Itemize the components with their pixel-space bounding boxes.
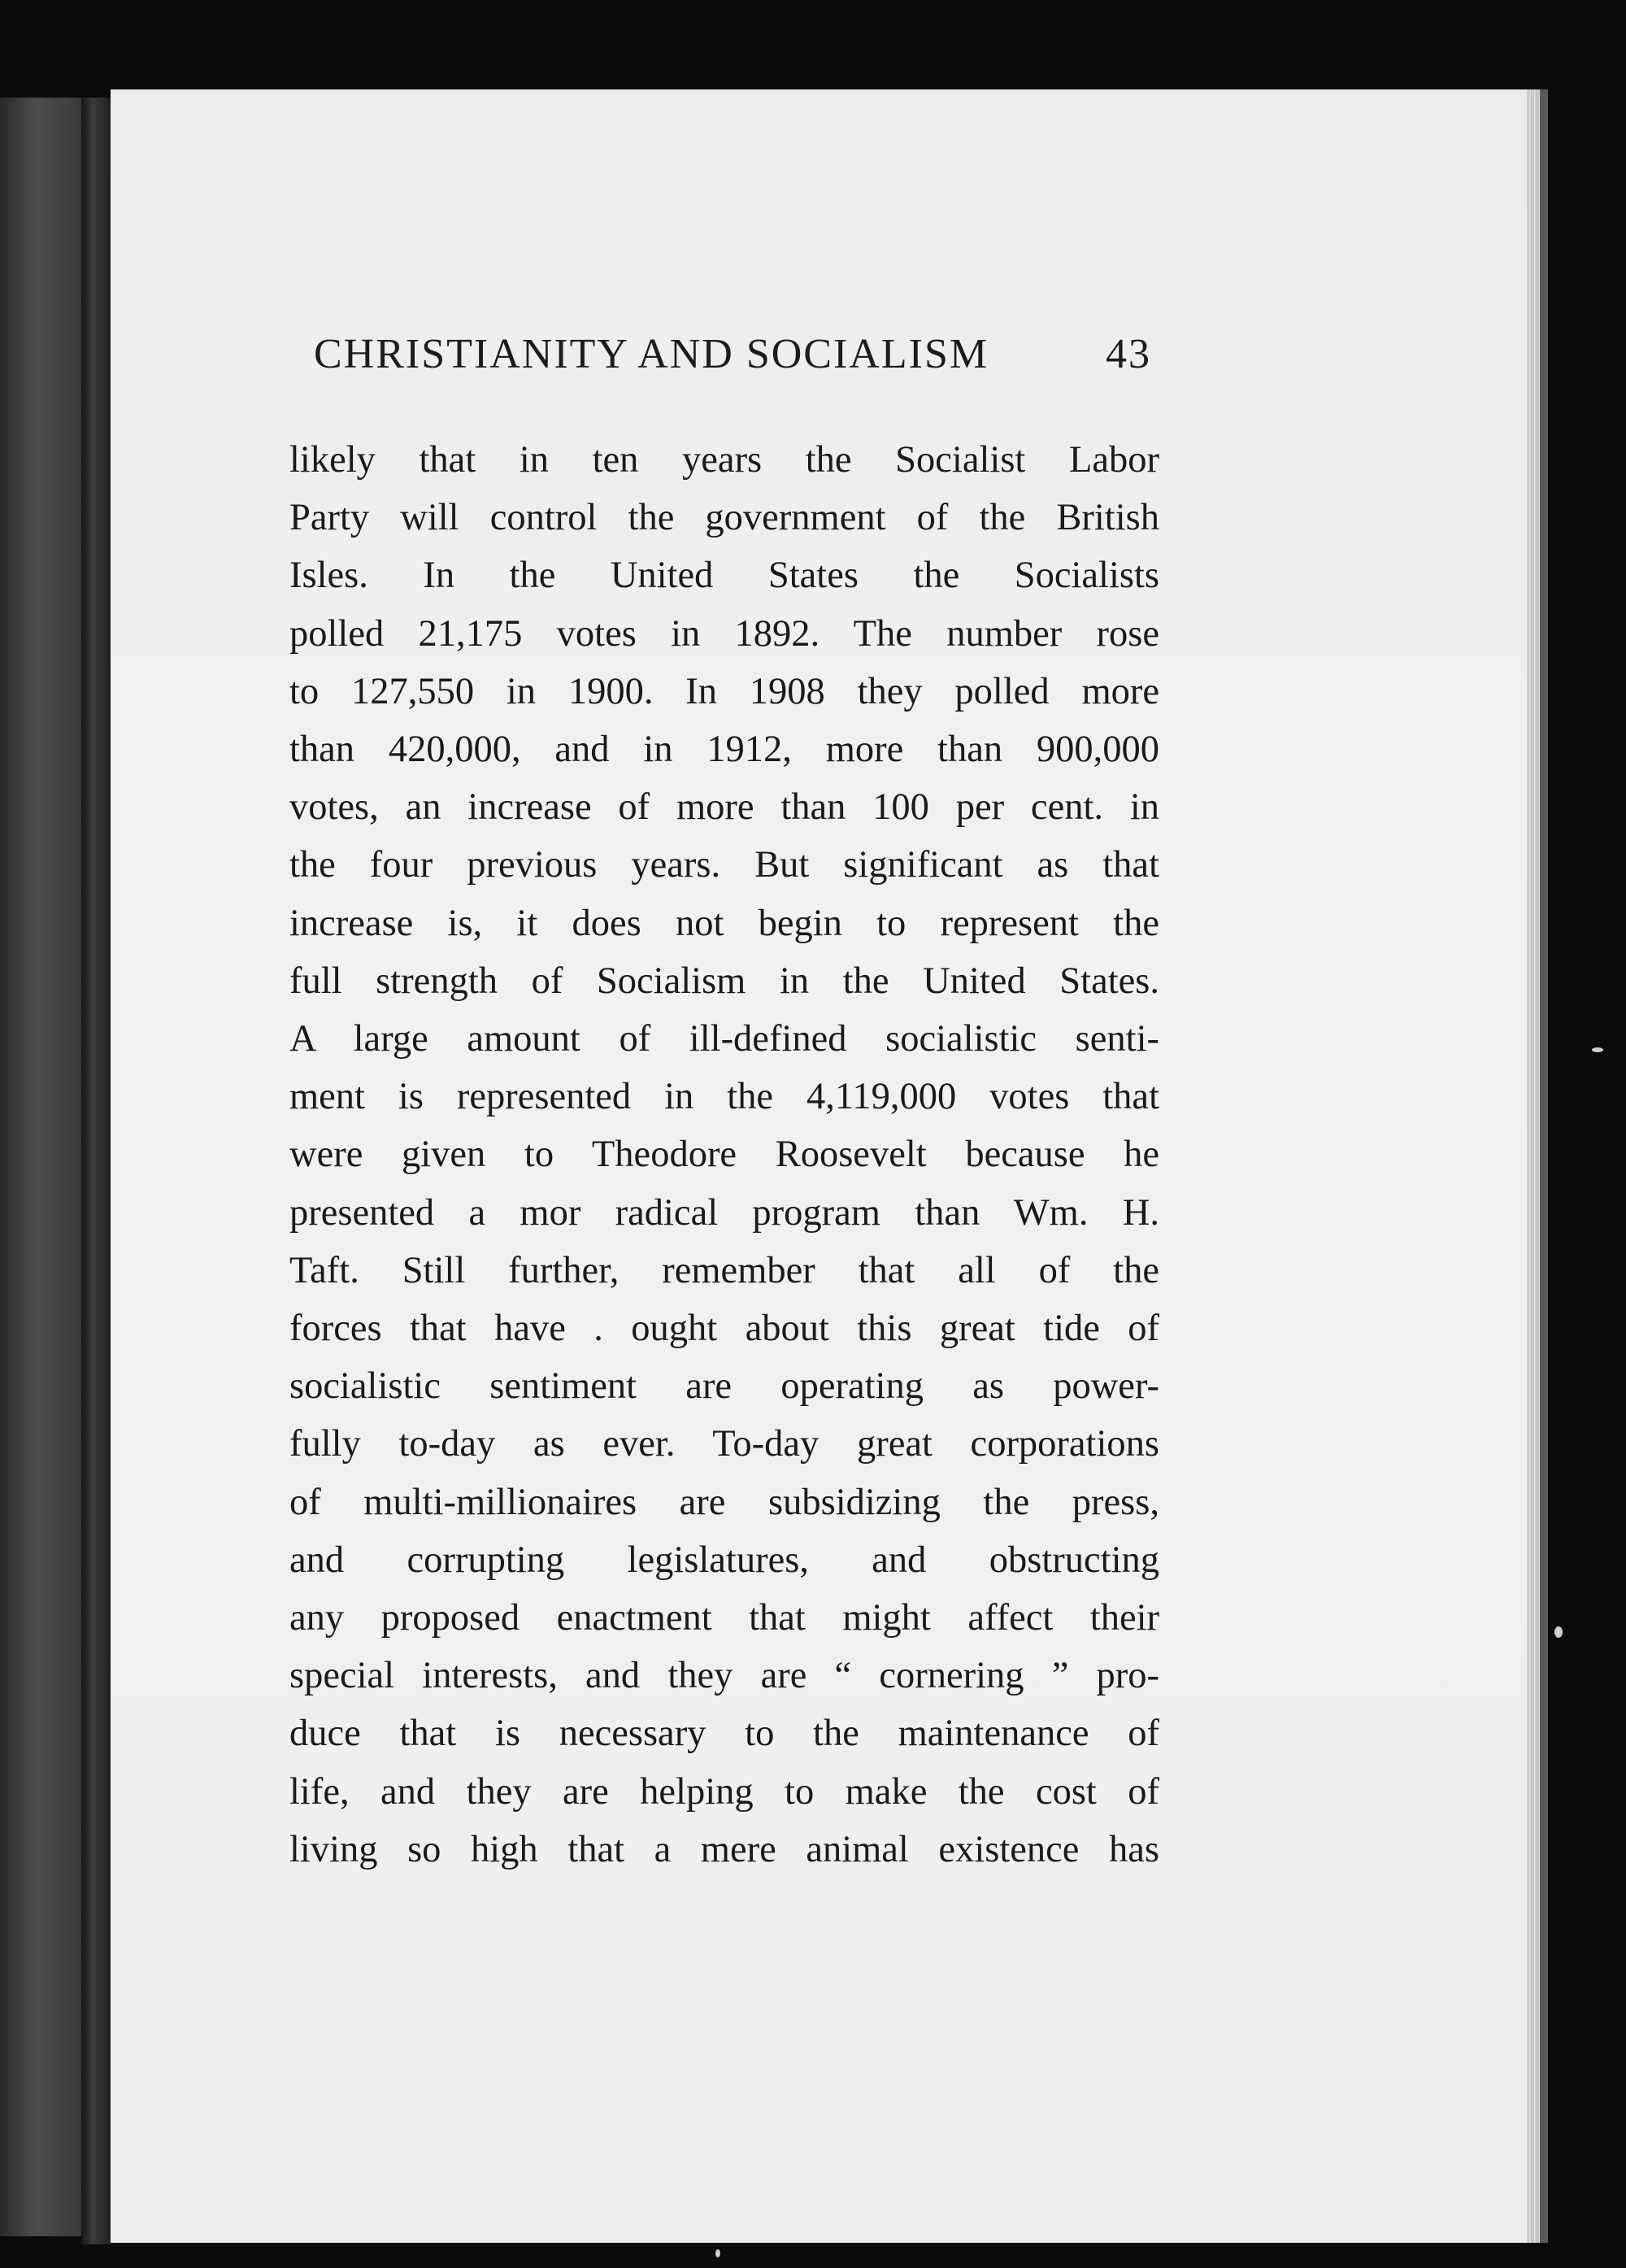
running-head-title: CHRISTIANITY AND SOCIALISM [314,331,989,377]
text-line: were given to Theodore Roosevelt because he [289,1134,1159,1176]
text-line: polled 21,175 votes in 1892. The number rose [289,612,1159,655]
scan-speck [715,2249,720,2257]
text-line: A large amount of ill-defined socialistic senti- [289,1018,1159,1060]
text-line: Party will control the government of the British [289,497,1159,539]
text-line: likely that in ten years the Socialist Labor [289,439,1159,481]
text-line: and corrupting legislatures, and obstructing [289,1539,1159,1581]
page-stack-edge [1527,89,1540,2243]
text-line: socialistic sentiment are operating as power- [289,1365,1159,1408]
page-number: 43 [1106,331,1151,377]
text-line: presented a mor radical program than Wm. H. [289,1191,1159,1234]
page-edge-shadow [1540,89,1548,2243]
text-line: votes, an increase of more than 100 per cent. in [289,786,1159,829]
text-line: forces that have . ought about this great tide of [289,1308,1159,1350]
text-line: the four previous years. But significant as that [289,844,1159,886]
book-gutter [81,98,111,2244]
facing-page-edge [0,98,81,2236]
text-line: Isles. In the United States the Socialists [289,555,1159,597]
scan-speck [1592,1047,1603,1052]
text-line: duce that is necessary to the maintenance of [289,1713,1159,1755]
body-text [289,431,1159,1878]
text-line: Taft. Still further, remember that all of the [289,1249,1159,1291]
text-line: life, and they are helping to make the cost of [289,1770,1159,1813]
text-line: any proposed enactment that might affect their [289,1597,1159,1639]
scan-speck [1554,1626,1563,1638]
text-line: fully to-day as ever. To-day great corporations [289,1423,1159,1465]
text-line: special interests, and they are “ cornering ” pro- [289,1655,1159,1697]
text-line: ment is represented in the 4,119,000 votes that [289,1076,1159,1118]
text-line: to 127,550 in 1900. In 1908 they polled more [289,670,1159,712]
running-head [314,330,1151,378]
text-line: full strength of Socialism in the United States. [289,960,1159,1002]
text-line: living so high that a mere animal existence has [289,1828,1159,1870]
text-line: of multi-millionaires are subsidizing the press, [289,1481,1159,1523]
text-line: than 420,000, and in 1912, more than 900,000 [289,729,1159,771]
text-line: increase is, it does not begin to represent the [289,902,1159,944]
